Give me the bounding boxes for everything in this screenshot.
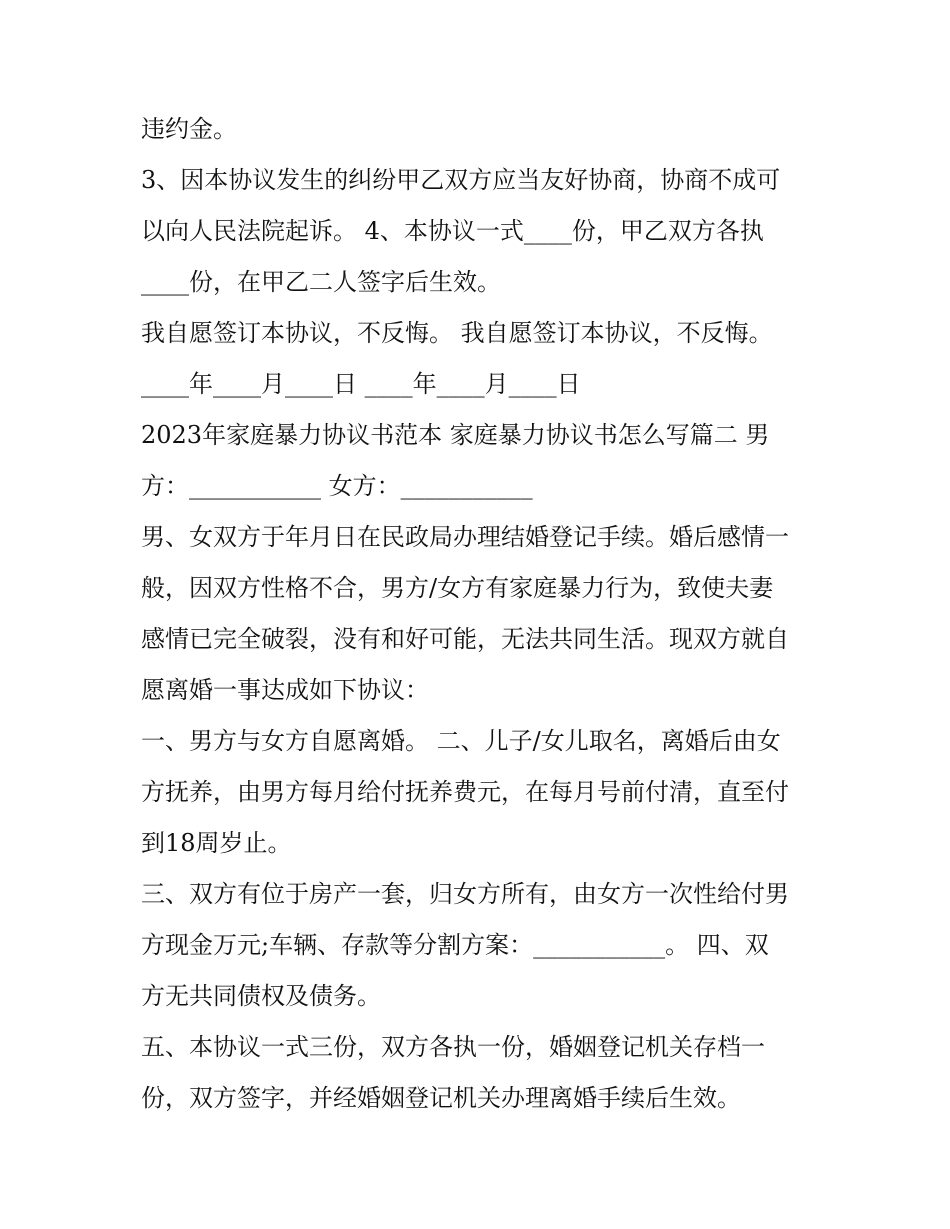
text-line: 五、本协议一式三份，双方各执一份，婚姻登记机关存档一 [141, 1033, 765, 1061]
text-line: 3、因本协议发生的纠纷甲乙双方应当友好协商，协商不成可 [141, 166, 781, 194]
text-line: 般，因双方性格不合，男方/女方有家庭暴力行为，致使夫妻 [141, 574, 774, 602]
text-line: 我自愿签订本协议，不反悔。 我自愿签订本协议，不反悔。 [141, 319, 773, 347]
text-line: 到18周岁止。 [141, 829, 292, 857]
text-line: 违约金。 [141, 115, 237, 143]
text-line: 愿离婚一事达成如下协议： [141, 676, 429, 704]
text-line: 方无共同债权及债务。 [141, 982, 381, 1010]
text-line: ____份，在甲乙二人签字后生效。 [141, 268, 501, 296]
text-line: 以向人民法院起诉。 4、本协议一式____份，甲乙双方各执 [141, 217, 764, 245]
text-line: 一、男方与女方自愿离婚。 二、儿子/女儿取名，离婚后由女 [141, 727, 781, 755]
text-line: 三、双方有位于房产一套，归女方所有，由女方一次性给付男 [141, 880, 789, 908]
text-line: 份，双方签字，并经婚姻登记机关办理离婚手续后生效。 [141, 1084, 741, 1112]
text-line: 方现金万元;车辆、存款等分割方案：___________。 四、双 [141, 931, 769, 959]
text-line: 男、女双方于年月日在民政局办理结婚登记手续。婚后感情一 [141, 523, 789, 551]
party-names-line: 方：___________ 女方：___________ [141, 472, 533, 500]
section-heading-line: 2023年家庭暴力协议书范本 家庭暴力协议书怎么写篇二 男 [141, 421, 770, 449]
date-line: ____年____月____日 ____年____月____日 [141, 370, 581, 398]
document-body [141, 104, 821, 1124]
text-line: 方抚养，由男方每月给付抚养费元，在每月号前付清，直至付 [141, 778, 789, 806]
text-line: 感情已完全破裂，没有和好可能，无法共同生活。现双方就自 [141, 625, 789, 653]
